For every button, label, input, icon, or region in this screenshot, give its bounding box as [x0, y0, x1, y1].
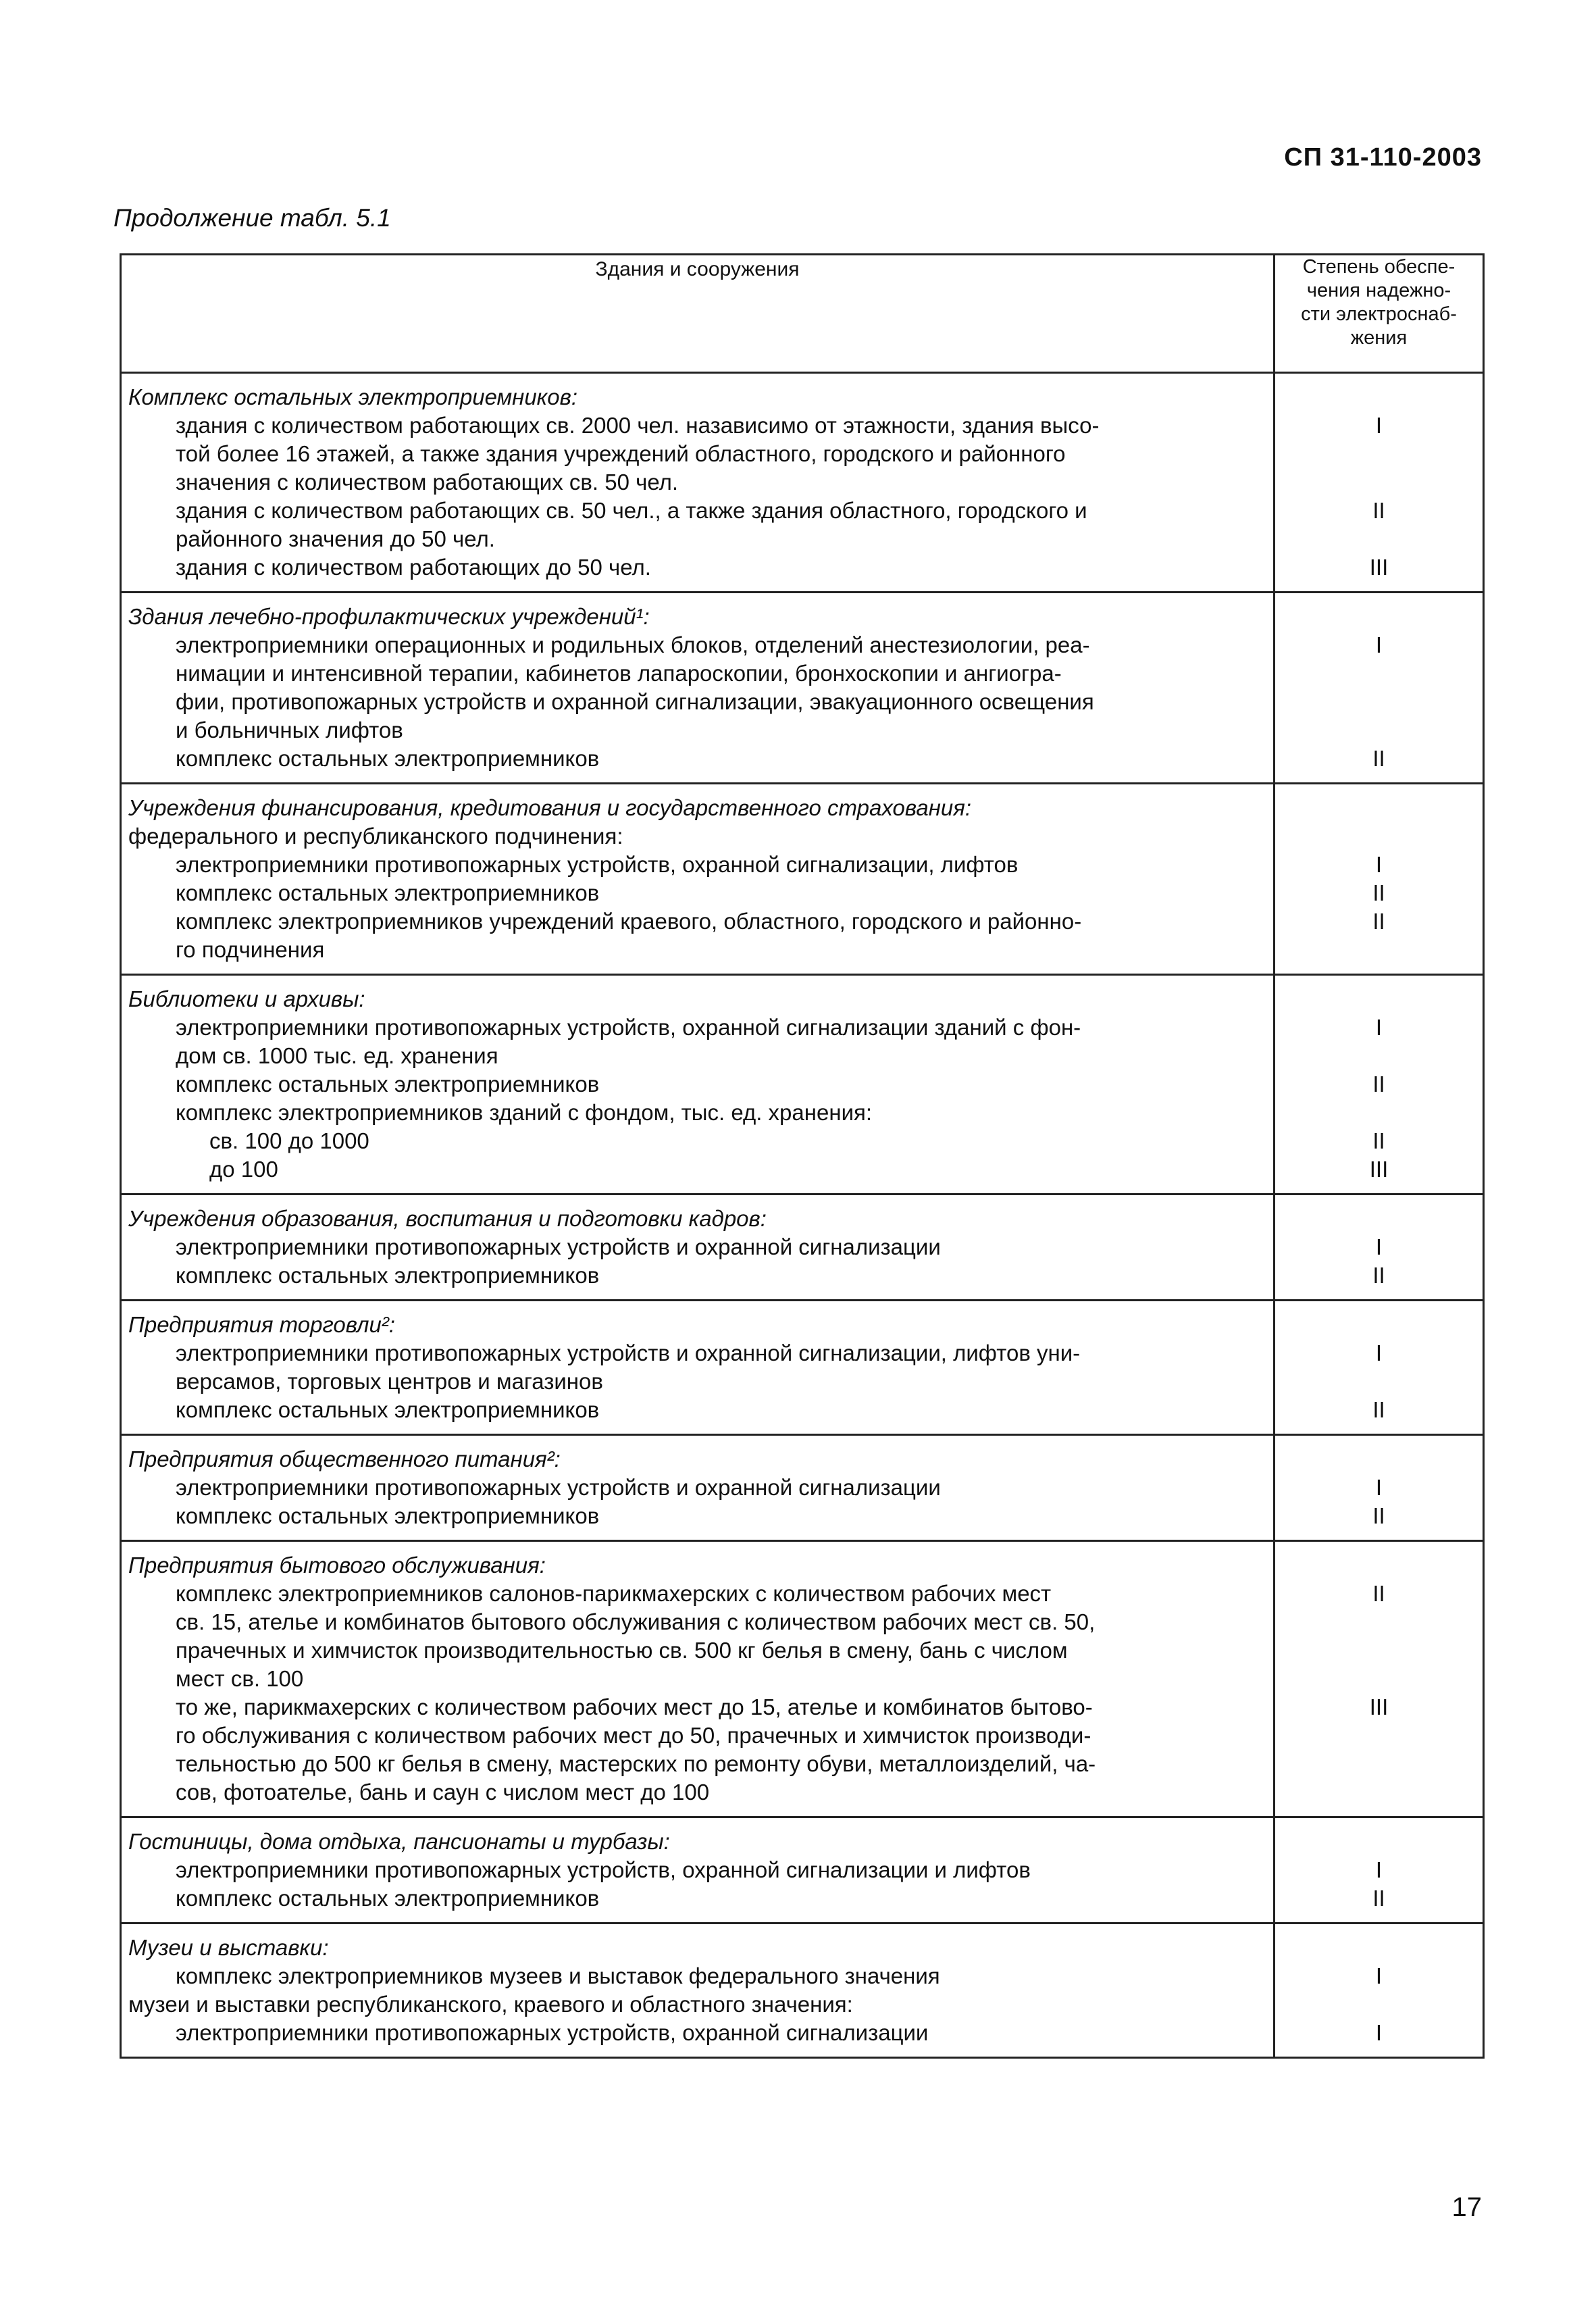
reliability-degree: II — [1372, 1503, 1385, 1528]
building-text-line: комплекс остальных электроприемников — [176, 1397, 600, 1422]
reliability-degree — [1275, 1665, 1483, 1693]
reliability-degree — [1275, 1828, 1483, 1856]
table-continuation-caption: Продолжение табл. 5.1 — [113, 204, 391, 232]
reliability-degree — [1275, 1608, 1483, 1636]
category-heading: Гостиницы, дома отдыха, пансионаты и турбазы: — [128, 1829, 670, 1854]
reliability-degree — [1275, 1445, 1483, 1474]
degree-cell — [1275, 1541, 1484, 1817]
reliability-degree — [1275, 1934, 1483, 1962]
degree-cell — [1275, 1301, 1484, 1435]
table-row — [121, 1817, 1484, 1923]
category-heading: Учреждения финансирования, кредитования и государственного страхования: — [128, 795, 972, 820]
category-heading: Библиотеки и архивы: — [128, 986, 365, 1011]
reliability-degree — [1275, 603, 1483, 631]
building-text-line: комплекс электроприемников зданий с фондом, тыс. ед. хранения: — [176, 1100, 873, 1125]
category-heading: Предприятия общественного питания²: — [128, 1447, 561, 1472]
table-row — [121, 1541, 1484, 1817]
table-row — [121, 1301, 1484, 1435]
building-text-line: электроприемники противопожарных устройств, охранной сигнализации зданий с фон- — [176, 1015, 1081, 1040]
building-text-line: электроприемники противопожарных устройств и охранной сигнализации — [176, 1234, 941, 1259]
building-cell — [121, 1435, 1275, 1541]
reliability-degree: III — [1369, 555, 1389, 580]
building-text-line: значения с количеством работающих св. 50 чел. — [176, 470, 678, 495]
reliability-degree: II — [1372, 1072, 1385, 1097]
building-cell — [121, 975, 1275, 1194]
reliability-degree — [1275, 1205, 1483, 1233]
degree-cell — [1275, 1817, 1484, 1923]
building-text-line: то же, парикмахерских с количеством рабочих мест до 15, ателье и комбинатов бытово- — [176, 1694, 1093, 1719]
reliability-degree — [1275, 468, 1483, 497]
building-text-line: комплекс остальных электроприемников — [176, 746, 600, 771]
reliability-degree: I — [1375, 1340, 1383, 1365]
table-row — [121, 1435, 1484, 1541]
degree-cell — [1275, 784, 1484, 975]
building-cell — [121, 1817, 1275, 1923]
building-text-line: комплекс электроприемников салонов-парикмахерских с количеством рабочих мест — [176, 1581, 1052, 1606]
column-header-buildings: Здания и сооружения — [121, 255, 1275, 373]
category-heading: Учреждения образования, воспитания и подготовки кадров: — [128, 1206, 767, 1231]
building-text-line: здания с количеством работающих св. 2000 чел. назависимо от этажности, здания высо- — [176, 413, 1100, 438]
reliability-degree: II — [1372, 880, 1385, 905]
degree-cell — [1275, 1194, 1484, 1301]
reliability-degree — [1275, 794, 1483, 822]
building-text-line: версамов, торговых центров и магазинов — [176, 1369, 603, 1394]
reliability-degree: I — [1375, 2020, 1383, 2045]
reliability-degree — [1275, 716, 1483, 745]
reliability-degree: II — [1372, 746, 1385, 771]
building-text-line: той более 16 этажей, а также здания учреждений областного, городского и районного — [176, 441, 1066, 466]
building-text-line: дом св. 1000 тыс. ед. хранения — [176, 1043, 498, 1068]
column-header-degree-line: чения надежно- — [1306, 280, 1451, 301]
reliability-degree — [1275, 1721, 1483, 1750]
building-text-line: комплекс остальных электроприемников — [176, 1503, 600, 1528]
reliability-degree: II — [1372, 1263, 1385, 1288]
building-cell — [121, 593, 1275, 784]
building-text-line: здания с количеством работающих до 50 чел. — [176, 555, 651, 580]
category-heading: Музеи и выставки: — [128, 1935, 329, 1960]
reliability-degree: II — [1372, 1128, 1385, 1153]
reliability-degree — [1275, 688, 1483, 716]
degree-cell — [1275, 593, 1484, 784]
reliability-degree: I — [1375, 632, 1383, 657]
building-text-line: электроприемники противопожарных устройств и охранной сигнализации — [176, 1475, 941, 1500]
reliability-degree — [1275, 1042, 1483, 1070]
table-header-row — [121, 255, 1484, 373]
building-text-line: го подчинения — [176, 937, 325, 962]
column-header-degree-line: сти электроснаб- — [1301, 303, 1457, 325]
building-text-line: комплекс электроприемников музеев и выставок федерального значения — [176, 1963, 940, 1988]
building-text-line: электроприемники операционных и родильных блоков, отделений анестезиологии, реа- — [176, 632, 1090, 657]
building-text-line: мест св. 100 — [176, 1666, 304, 1691]
reliability-degree — [1275, 440, 1483, 468]
building-text-line: комплекс остальных электроприемников — [176, 1072, 600, 1097]
reliability-degree — [1275, 1367, 1483, 1396]
reliability-degree — [1275, 525, 1483, 553]
table-row — [121, 593, 1484, 784]
reliability-degree: I — [1375, 1475, 1383, 1500]
reliability-degree — [1275, 1778, 1483, 1807]
reliability-degree: I — [1375, 1015, 1383, 1040]
reliability-degree: II — [1372, 909, 1385, 934]
building-text-line: комплекс электроприемников учреждений краевого, областного, городского и районно- — [176, 909, 1082, 934]
degree-cell — [1275, 1435, 1484, 1541]
reliability-degree — [1275, 936, 1483, 964]
reliability-degree: I — [1375, 1963, 1383, 1988]
building-text-line: комплекс остальных электроприемников — [176, 1886, 600, 1911]
reliability-table — [120, 253, 1485, 2059]
reliability-degree — [1275, 659, 1483, 688]
reliability-degree: I — [1375, 1234, 1383, 1259]
building-text-line: фии, противопожарных устройств и охранной сигнализации, эвакуационного освещения — [176, 689, 1094, 714]
building-text-line: прачечных и химчисток производительностью св. 500 кг белья в смену, бань с числом — [176, 1638, 1068, 1663]
table-body — [121, 373, 1484, 2058]
building-cell — [121, 784, 1275, 975]
category-heading: Здания лечебно-профилактических учреждений¹: — [128, 604, 650, 629]
category-heading: Комплекс остальных электроприемников: — [128, 384, 578, 409]
building-text-line: электроприемники противопожарных устройств, охранной сигнализации, лифтов — [176, 852, 1019, 877]
category-heading: Предприятия торговли²: — [128, 1312, 395, 1337]
column-header-degree-line: Степень обеспе- — [1302, 256, 1456, 278]
table-row — [121, 784, 1484, 975]
reliability-degree: III — [1369, 1694, 1389, 1719]
column-header-degree — [1275, 255, 1484, 373]
category-heading: Предприятия бытового обслуживания: — [128, 1553, 546, 1578]
page-number: 17 — [1451, 2192, 1482, 2222]
building-text-line: электроприемники противопожарных устройств и охранной сигнализации, лифтов уни- — [176, 1340, 1081, 1365]
reliability-degree — [1275, 1750, 1483, 1778]
building-text-line: здания с количеством работающих св. 50 чел., а также здания областного, городского и — [176, 498, 1087, 523]
reliability-degree — [1275, 1099, 1483, 1127]
reliability-degree — [1275, 383, 1483, 411]
reliability-degree — [1275, 1990, 1483, 2019]
column-header-degree-line: жения — [1350, 327, 1408, 349]
reliability-degree: II — [1372, 1886, 1385, 1911]
reliability-degree: I — [1375, 1857, 1383, 1882]
building-text-line: комплекс остальных электроприемников — [176, 880, 600, 905]
reliability-degree: II — [1372, 498, 1385, 523]
building-cell — [121, 373, 1275, 593]
reliability-degree: II — [1372, 1581, 1385, 1606]
degree-cell — [1275, 1923, 1484, 2058]
building-cell — [121, 1541, 1275, 1817]
table-row — [121, 975, 1484, 1194]
building-text-line: федерального и республиканского подчинения: — [128, 824, 623, 849]
table-row — [121, 1923, 1484, 2058]
table-row — [121, 373, 1484, 593]
degree-cell — [1275, 373, 1484, 593]
building-text-line: районного значения до 50 чел. — [176, 526, 495, 551]
building-cell — [121, 1194, 1275, 1301]
building-text-line: электроприемники противопожарных устройств, охранной сигнализации и лифтов — [176, 1857, 1031, 1882]
reliability-degree: I — [1375, 413, 1383, 438]
reliability-degree — [1275, 1636, 1483, 1665]
building-cell — [121, 1301, 1275, 1435]
document-code: СП 31-110-2003 — [1284, 143, 1482, 172]
building-text-line: комплекс остальных электроприемников — [176, 1263, 600, 1288]
building-text-line: тельностью до 500 кг белья в смену, мастерских по ремонту обуви, металлоизделий, ча- — [176, 1751, 1096, 1776]
building-cell — [121, 1923, 1275, 2058]
building-text-line: электроприемники противопожарных устройств, охранной сигнализации — [176, 2020, 929, 2045]
reliability-degree: I — [1375, 852, 1383, 877]
building-text-line: до 100 — [209, 1157, 278, 1182]
reliability-degree — [1275, 1311, 1483, 1339]
reliability-degree — [1275, 822, 1483, 851]
building-text-line: нимации и интенсивной терапии, кабинетов лапароскопии, бронхоскопии и ангиогра- — [176, 661, 1062, 686]
building-text-line: и больничных лифтов — [176, 718, 403, 743]
building-text-line: го обслуживания с количеством рабочих мест до 50, прачечных и химчисток производи- — [176, 1723, 1091, 1748]
reliability-degree — [1275, 1551, 1483, 1580]
reliability-degree — [1275, 985, 1483, 1013]
reliability-degree: II — [1372, 1397, 1385, 1422]
table-row — [121, 1194, 1484, 1301]
building-text-line: св. 15, ателье и комбинатов бытового обслуживания с количеством рабочих мест св. 50, — [176, 1609, 1096, 1634]
building-text-line: св. 100 до 1000 — [209, 1128, 369, 1153]
reliability-degree: III — [1369, 1157, 1389, 1182]
building-text-line: музеи и выставки республиканского, краевого и областного значения: — [128, 1992, 853, 2017]
degree-cell — [1275, 975, 1484, 1194]
building-text-line: сов, фотоателье, бань и саун с числом мест до 100 — [176, 1780, 710, 1805]
